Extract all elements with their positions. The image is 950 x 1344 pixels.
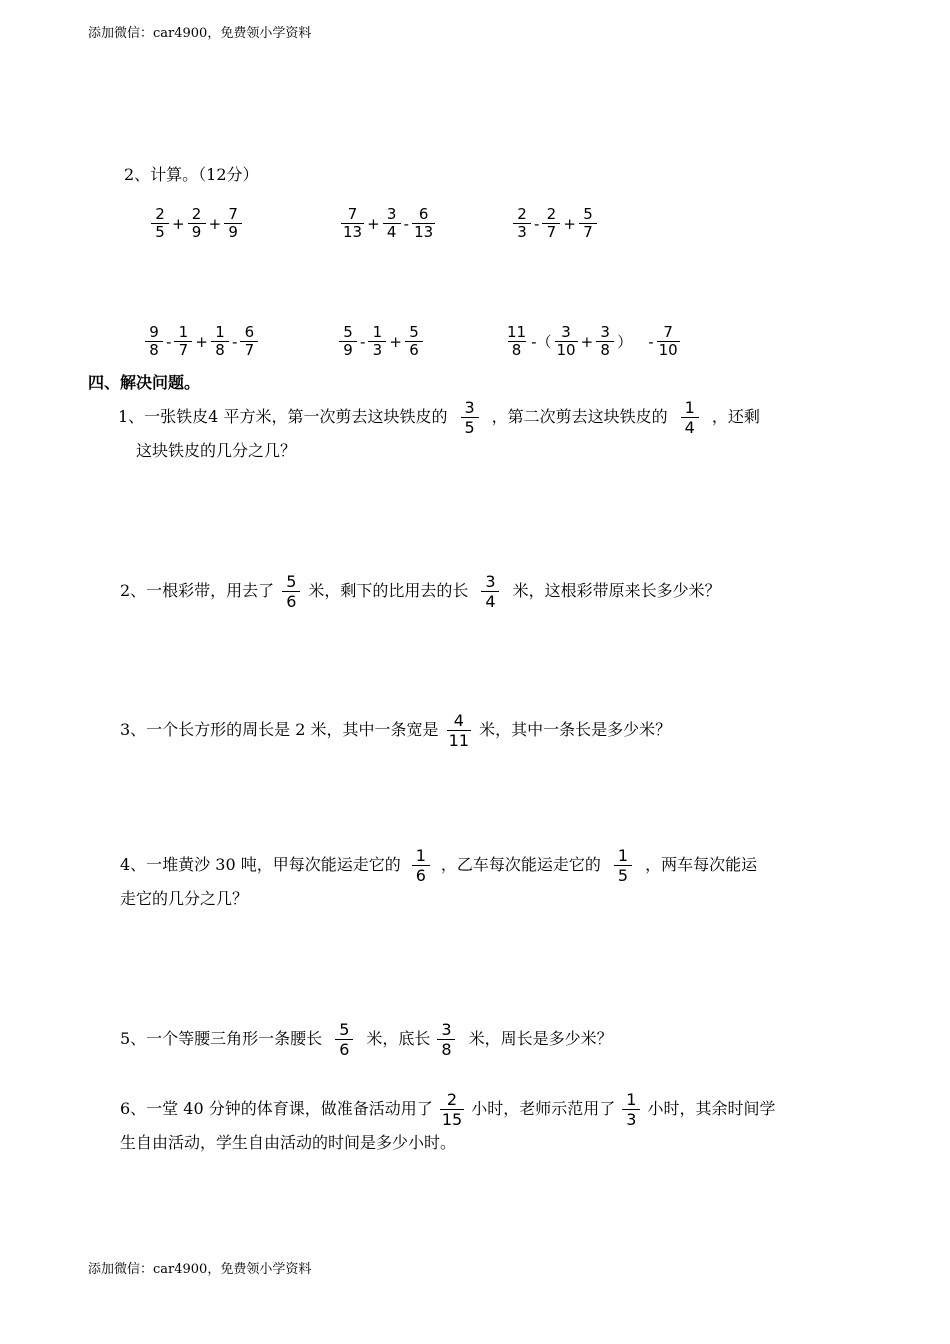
problem-6: 6、一堂 40 分钟的体育课，做准备活动用了 $\frac{2}{15}$ 小时，老师示范用了 $\frac{1}{3}$ 小时，其余时间学: [120, 1090, 776, 1129]
fraction: $\frac{2}{7}$: [542, 206, 560, 241]
problem-1: 1、一张铁皮4 平方米，第一次剪去这块铁皮的 $\frac{3}{5}$ ，第二次剪去这块铁皮的 $\frac{1}{4}$ ，还剩: [118, 398, 760, 437]
fraction: $\frac{7}{10}$: [658, 323, 678, 359]
problem-5: 5、一个等腰三角形一条腰长 $\frac{5}{6}$ 米，底长 $\frac{3}{8}$ 米，周长是多少米？: [120, 1020, 613, 1059]
fraction: $\frac{6}{13}$: [414, 205, 434, 241]
fraction: $\frac{5}{9}$: [339, 324, 357, 359]
fraction: $\frac{2}{9}$: [188, 206, 206, 241]
fraction: $\frac{6}{7}$: [240, 324, 258, 359]
fraction: $\frac{1}{7}$: [174, 324, 192, 359]
operator: +: [195, 332, 208, 351]
calc-expression-6: [504, 324, 681, 359]
fraction: $\frac{3}{4}$: [383, 206, 401, 241]
operator: -: [534, 214, 540, 233]
operator: +: [563, 214, 576, 233]
header-watermark: 添加微信：car4900，免费领小学资料: [88, 26, 312, 41]
section-heading: 四、解决问题。: [88, 373, 201, 392]
problem-3: 3、一个长方形的周长是 2 米，其中一条宽是 $\frac{4}{11}$ 米，其中一条长是多少米？: [120, 711, 672, 750]
problem-2: 2、一根彩带，用去了 $\frac{5}{6}$ 米，剩下的比用去的长 $\frac{3}{4}$ 米，这根彩带原来长多少米？: [120, 572, 721, 611]
operator: -: [232, 332, 238, 351]
operator: +: [580, 332, 594, 351]
problem-6-line2: 生自由活动，学生自由活动的时间是多少小时。: [120, 1133, 457, 1152]
fraction: $\frac{2}{3}$: [513, 206, 531, 241]
operator: -（: [531, 333, 552, 351]
problem-4-line2: 走它的几分之几？: [120, 889, 249, 908]
fraction: $\frac{3}{8}$: [596, 324, 614, 359]
problem-1-line2: 这块铁皮的几分之几？: [136, 441, 297, 460]
fraction: $\frac{1}{3}$: [368, 324, 386, 359]
operator: -: [648, 332, 654, 351]
fraction: $\frac{11}{8}$: [507, 323, 527, 359]
calc-expression-2: [340, 206, 436, 241]
fraction: $\frac{5}{7}$: [579, 206, 597, 241]
calc-expression-5: [338, 324, 424, 359]
calc-expression-3: [512, 206, 598, 241]
operator: -: [360, 332, 366, 351]
fraction: $\frac{3}{10}$: [556, 323, 576, 359]
operator: -: [403, 214, 410, 233]
calc-expression-1: [150, 206, 243, 241]
operator: ）: [617, 333, 633, 351]
operator: +: [172, 214, 185, 233]
fraction: $\frac{2}{5}$: [151, 206, 169, 241]
fraction: $\frac{7}{13}$: [343, 205, 363, 241]
fraction: $\frac{5}{6}$: [405, 324, 423, 359]
calc-title: 2、计算。（12分）: [124, 165, 259, 184]
fraction: $\frac{1}{8}$: [211, 324, 229, 359]
operator: +: [367, 214, 380, 233]
operator: +: [389, 332, 402, 351]
calc-expression-4: [144, 324, 259, 359]
fraction: $\frac{7}{9}$: [224, 206, 242, 241]
problem-4: 4、一堆黄沙 30 吨，甲每次能运走它的 $\frac{1}{6}$ ，乙车每次能运走它的 $\frac{1}{5}$ ，两车每次能运: [120, 846, 758, 885]
operator: +: [208, 214, 222, 233]
footer-watermark: 添加微信：car4900，免费领小学资料: [88, 1262, 312, 1277]
operator: -: [166, 332, 172, 351]
fraction: $\frac{9}{8}$: [145, 324, 163, 359]
